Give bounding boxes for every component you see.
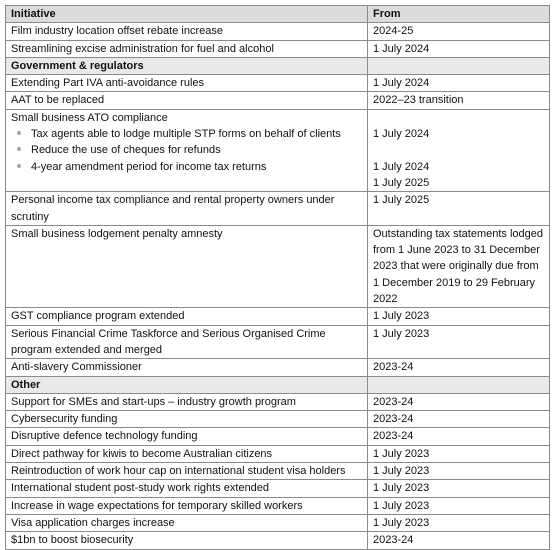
initiative-cell — [6, 109, 368, 191]
list-item-label: Tax agents able to lodge multiple STP forms on behalf of clients — [31, 128, 341, 141]
list-item-label: 4-year amendment period for income tax returns — [31, 160, 267, 173]
from-cell: 1 July 2023 — [368, 497, 550, 514]
section-header-row — [6, 57, 550, 74]
initiative-cell: Small business lodgement penalty amnesty — [6, 225, 368, 307]
table-row — [6, 463, 550, 480]
column-header-from: From — [368, 6, 550, 23]
initiative-cell: Personal income tax compliance and rental property owners under scrutiny — [6, 192, 368, 226]
initiative-cell: Film industry location offset rebate increase — [6, 23, 368, 40]
from-cell: 2023-24 — [368, 532, 550, 549]
list-item — [11, 142, 362, 158]
section-empty-cell — [368, 376, 550, 393]
bullet-icon — [17, 164, 21, 168]
initiative-cell: Reintroduction of work hour cap on international student visa holders — [6, 463, 368, 480]
section-empty-cell — [368, 57, 550, 74]
from-cell: 1 July 2023 — [368, 514, 550, 531]
table-row — [6, 308, 550, 325]
table-row — [6, 325, 550, 359]
table-row — [6, 445, 550, 462]
table-header-row — [6, 6, 550, 23]
from-cell: 2023-24 — [368, 359, 550, 376]
initiative-cell: Serious Financial Crime Taskforce and Serious Organised Crime program extended and merged — [6, 325, 368, 359]
from-cell: 1 July 2023 — [368, 480, 550, 497]
ato-title: Small business ATO compliance — [11, 111, 168, 124]
table-row — [6, 225, 550, 307]
table-row — [6, 92, 550, 109]
initiative-cell: Visa application charges increase — [6, 514, 368, 531]
initiative-cell: Extending Part IVA anti-avoidance rules — [6, 75, 368, 92]
initiative-cell: Direct pathway for kiwis to become Australian citizens — [6, 445, 368, 462]
table-row — [6, 109, 550, 191]
section-title-other: Other — [6, 376, 368, 393]
initiative-cell: Disruptive defence technology funding — [6, 428, 368, 445]
table-row — [6, 428, 550, 445]
table-row — [6, 75, 550, 92]
from-cell: 2023-24 — [368, 411, 550, 428]
from-cell: 2022–23 transition — [368, 92, 550, 109]
initiative-cell: GST compliance program extended — [6, 308, 368, 325]
from-value: 1 July 2024 — [373, 160, 430, 173]
from-cell: Outstanding tax statements lodged from 1 June 2023 to 31 December 2023 that were originally due from 1 December 2019 to 29 February 2022 — [368, 225, 550, 307]
initiative-cell: Increase in wage expectations for temporary skilled workers — [6, 497, 368, 514]
table-row — [6, 514, 550, 531]
table-row — [6, 497, 550, 514]
initiative-cell: AAT to be replaced — [6, 92, 368, 109]
table-row — [6, 40, 550, 57]
table-row — [6, 359, 550, 376]
table-row — [6, 480, 550, 497]
list-item-label: Reduce the use of cheques for refunds — [31, 144, 221, 157]
initiative-cell: Streamlining excise administration for fuel and alcohol — [6, 40, 368, 57]
initiatives-table-container — [5, 5, 549, 550]
initiatives-table — [5, 5, 550, 550]
bullet-icon — [17, 147, 21, 151]
from-cell: 1 July 2023 — [368, 445, 550, 462]
initiative-cell: Anti-slavery Commissioner — [6, 359, 368, 376]
from-cell: 1 July 2023 — [368, 463, 550, 480]
list-item — [11, 126, 362, 142]
from-cell: 1 July 2023 — [368, 325, 550, 359]
section-header-row — [6, 376, 550, 393]
from-cell: 2024-25 — [368, 23, 550, 40]
from-cell — [368, 109, 550, 191]
table-row — [6, 532, 550, 549]
bullet-icon — [17, 131, 21, 135]
table-row — [6, 393, 550, 410]
from-cell: 1 July 2025 — [368, 192, 550, 226]
table-row — [6, 23, 550, 40]
table-row — [6, 411, 550, 428]
initiative-cell: International student post-study work rights extended — [6, 480, 368, 497]
from-cell: 1 July 2023 — [368, 308, 550, 325]
initiative-cell: Cybersecurity funding — [6, 411, 368, 428]
table-row — [6, 192, 550, 226]
list-item — [11, 159, 362, 175]
from-value: 1 July 2024 — [373, 128, 430, 141]
from-value: 1 July 2025 — [373, 176, 430, 189]
from-cell: 2023-24 — [368, 393, 550, 410]
from-cell: 2023-24 — [368, 428, 550, 445]
section-title-government: Government & regulators — [6, 57, 368, 74]
initiative-cell: $1bn to boost biosecurity — [6, 532, 368, 549]
from-cell: 1 July 2024 — [368, 40, 550, 57]
initiative-cell: Support for SMEs and start-ups – industry growth program — [6, 393, 368, 410]
from-cell: 1 July 2024 — [368, 75, 550, 92]
column-header-initiative: Initiative — [6, 6, 368, 23]
